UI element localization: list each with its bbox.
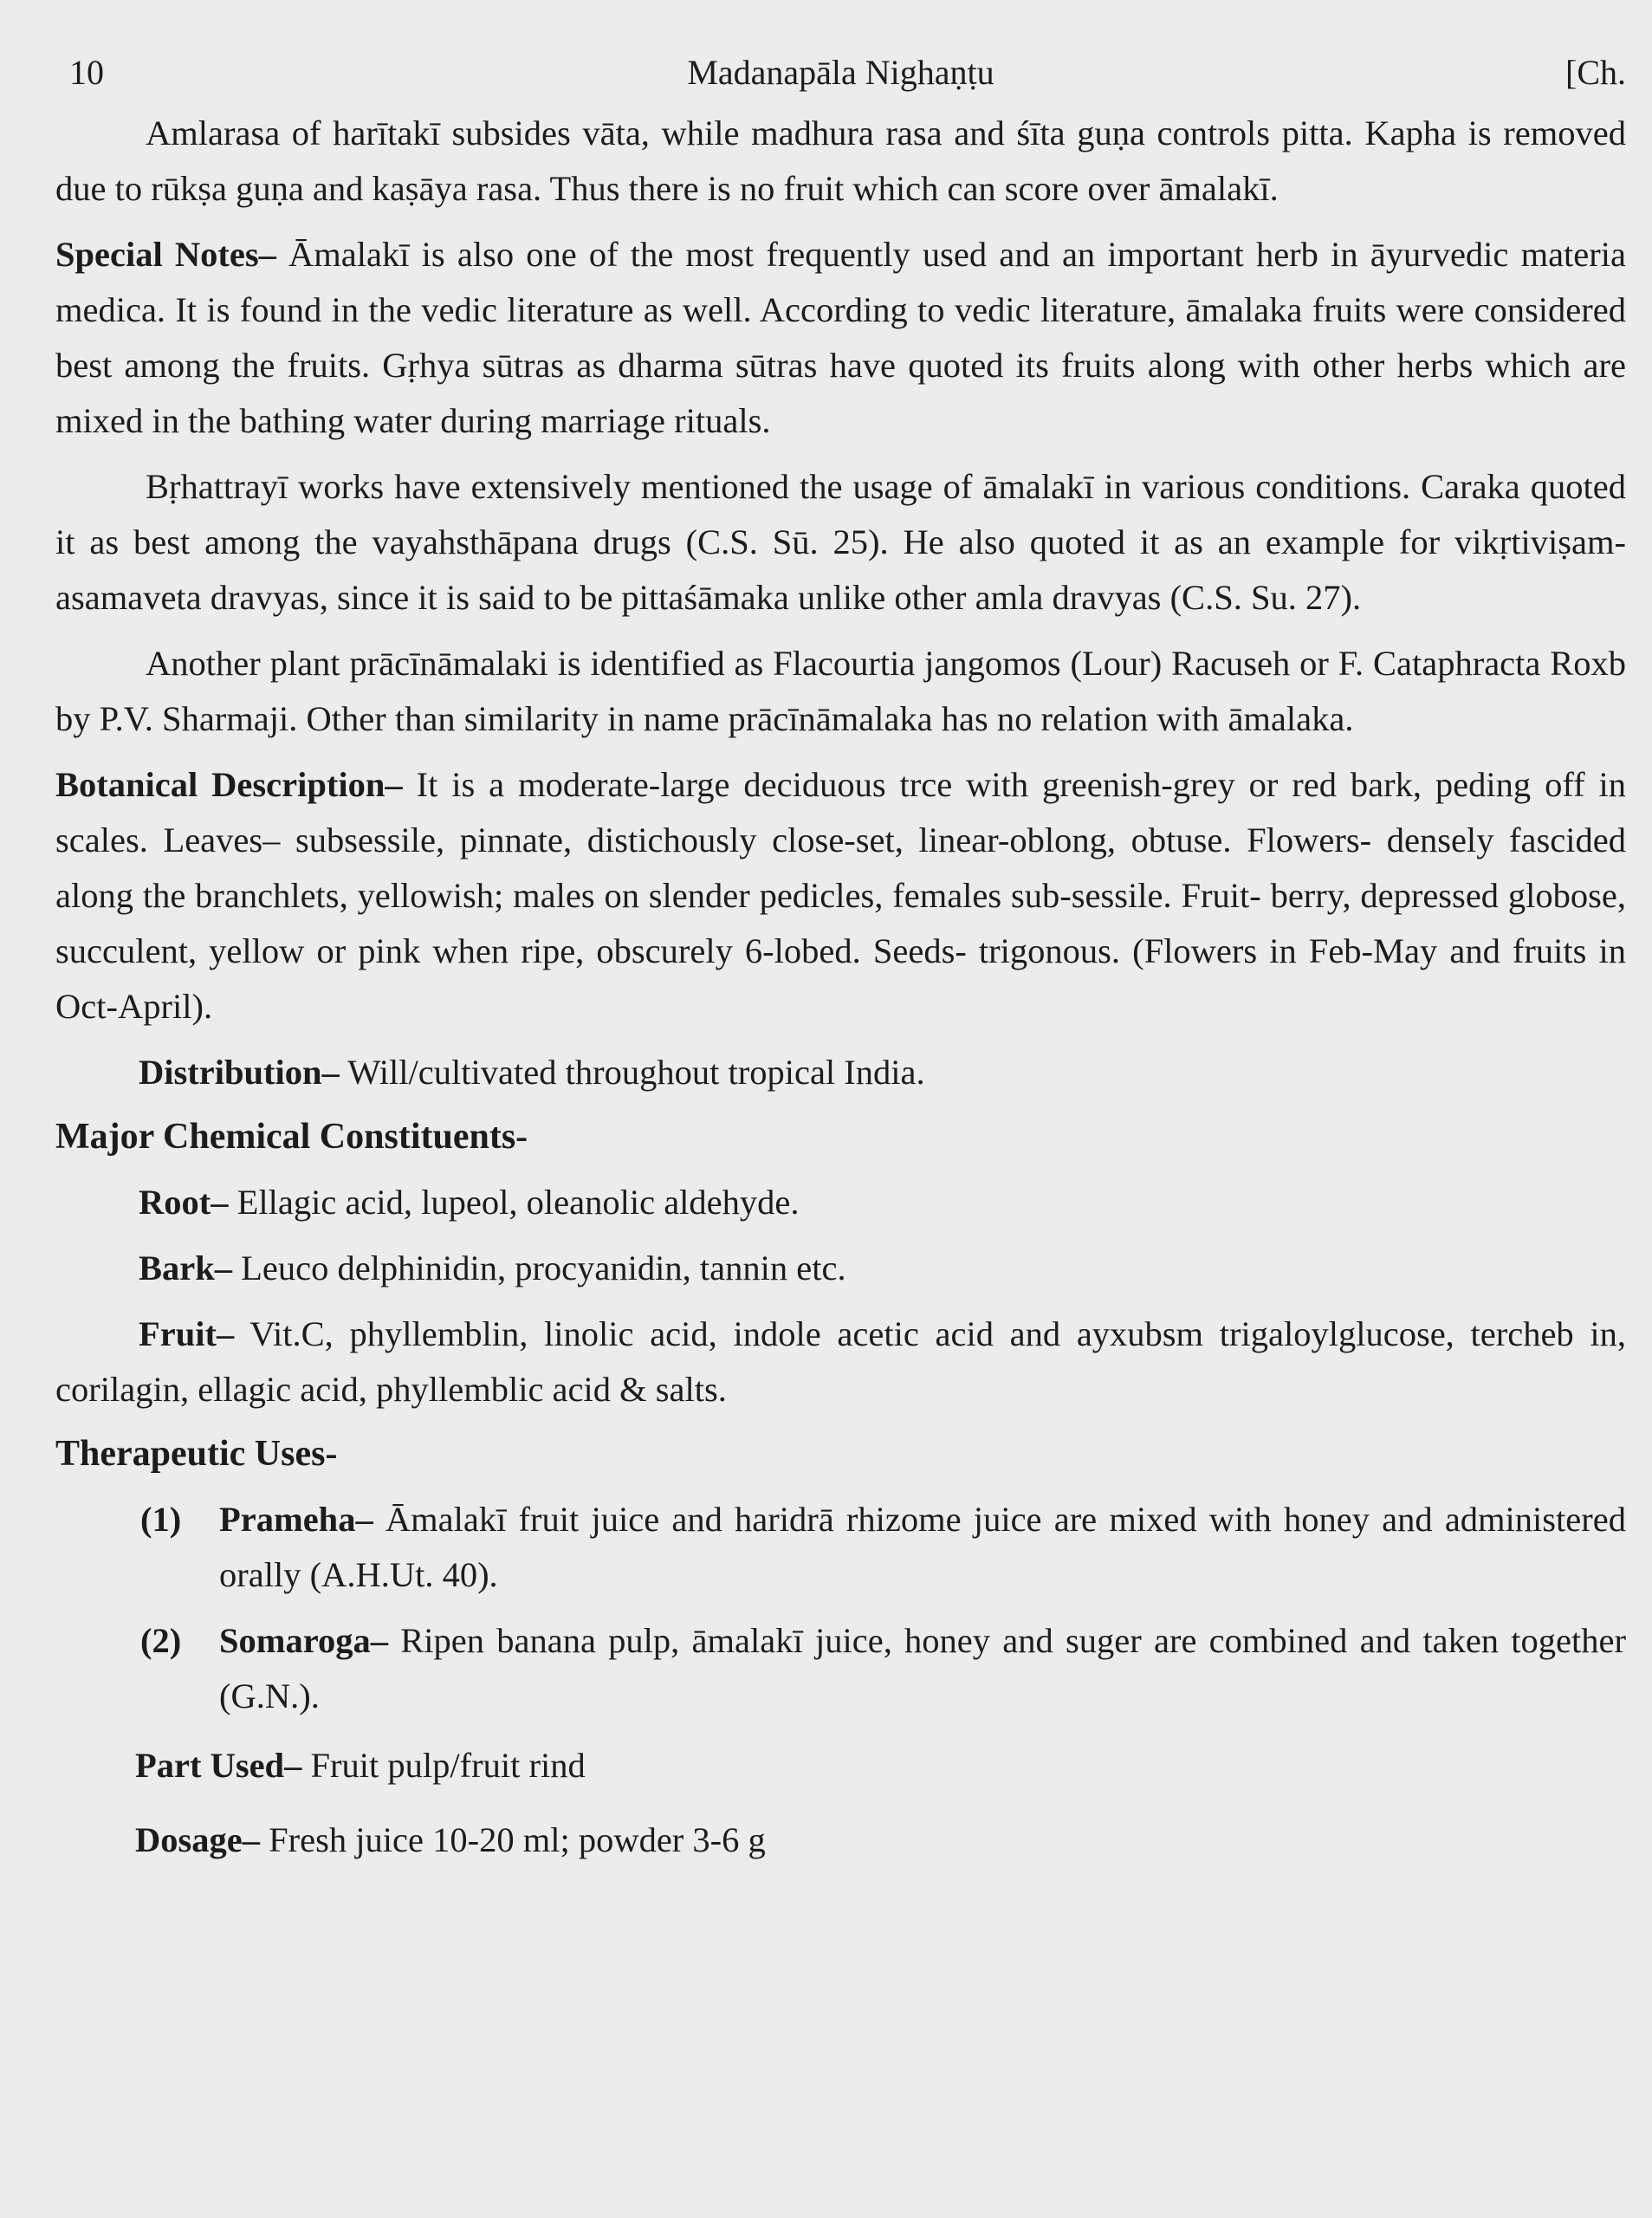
fruit-label: Fruit– xyxy=(139,1314,235,1353)
special-notes-paragraph xyxy=(55,227,1626,449)
distribution-line xyxy=(55,1045,1626,1100)
special-notes-text: Āmalakī is also one of the most frequently used and an important herb in āyurvedic materia medica. It is found in the vedic literature as well. According to vedic literature, āmalaka fruits were considered best among the fruits. Gṛhya sūtras as dharma sūtras have quoted its fruits along with other herbs which are mixed in the bathing water during marriage rituals. xyxy=(55,235,1626,440)
distribution-label: Distribution– xyxy=(139,1053,340,1092)
part-used-label: Part Used– xyxy=(135,1746,302,1785)
part-used-text: Fruit pulp/fruit rind xyxy=(301,1746,586,1785)
special-notes-heading: Special Notes– xyxy=(55,235,276,274)
botanical-description-heading: Botanical Description– xyxy=(55,765,403,804)
list-item-number: (1) xyxy=(140,1500,182,1539)
therapeutic-uses-heading: Therapeutic Uses- xyxy=(55,1434,338,1474)
page-header xyxy=(55,45,1626,106)
intro-paragraph: Amlarasa of harītakī subsides vāta, while madhura rasa and śīta guṇa controls pitta. Kapha is removed due to rūkṣa guṇa and kaṣāya rasa. Thus there is no fruit which can score over āmalakī. xyxy=(55,113,1626,208)
chemical-constituents-heading: Major Chemical Constituents- xyxy=(55,1117,528,1157)
list-item-number: (2) xyxy=(140,1621,182,1660)
prameha-text: Āmalakī fruit juice and haridrā rhizome juice are mixed with honey and administered orally (A.H.Ut. 40). xyxy=(219,1500,1626,1594)
list-item xyxy=(55,1492,1626,1603)
pracinamalaki-paragraph: Another plant prācīnāmalaki is identified as Flacourtia jangomos (Lour) Racuseh or F. Cataphracta Roxb by P.V. Sharmaji. Other than similarity in name prācīnāmalaka has no relation with āmalaka. xyxy=(55,644,1626,738)
root-text: Ellagic acid, lupeol, oleanolic aldehyde. xyxy=(228,1183,800,1222)
root-line xyxy=(55,1175,1626,1230)
somaroga-text: Ripen banana pulp, āmalakī juice, honey and suger are combined and taken together (G.N.). xyxy=(219,1621,1626,1715)
page-number: 10 xyxy=(69,53,104,92)
root-label: Root– xyxy=(139,1183,229,1222)
somaroga-label: Somaroga– xyxy=(219,1621,389,1660)
chapter-mark: [Ch. xyxy=(1565,53,1626,92)
dosage-line xyxy=(55,1813,1626,1868)
dosage-label: Dosage– xyxy=(135,1820,260,1859)
bark-text: Leuco delphinidin, procyanidin, tannin etc. xyxy=(232,1248,846,1287)
page-body xyxy=(55,106,1626,1868)
fruit-line xyxy=(55,1307,1626,1417)
botanical-description-paragraph xyxy=(55,757,1626,1034)
botanical-description-text: It is a moderate-large deciduous trce with greenish-grey or red bark, peding off in scales. Leaves– subsessile, pinnate, distichously close-set, linear-oblong, obtuse. Flowers- densely fascided along the branchlets, yellowish; males on slender pedicles, females sub-sessile. Fruit- berry, depressed globose, succulent, yellow or pink when ripe, obscurely 6-lobed. Seeds- trigonous. (Flowers in Feb-May and fruits in Oct-April). xyxy=(55,765,1626,1026)
list-item xyxy=(55,1613,1626,1724)
distribution-text: Will/cultivated throughout tropical India. xyxy=(339,1053,925,1092)
prameha-label: Prameha– xyxy=(219,1500,373,1539)
running-title: Madanapāla Nighaṇṭu xyxy=(687,53,994,92)
part-used-line xyxy=(55,1738,1626,1793)
therapeutic-uses-list xyxy=(55,1492,1626,1724)
bark-line xyxy=(55,1241,1626,1296)
brhattrayi-paragraph: Bṛhattrayī works have extensively mentioned the usage of āmalakī in various conditions. Caraka quoted it as best among the vayahsthāpana drugs (C.S. Sū. 25). He also quoted it as an example for vikṛtiviṣam-asamaveta dravyas, since it is said to be pittaśāmaka unlike other amla dravyas (C.S. Su. 27). xyxy=(55,467,1626,617)
dosage-text: Fresh juice 10-20 ml; powder 3-6 g xyxy=(260,1820,766,1859)
fruit-text: Vit.C, phyllemblin, linolic acid, indole acetic acid and ayxubsm trigaloylglucose, tercheb in, corilagin, ellagic acid, phyllemblic acid & salts. xyxy=(55,1314,1626,1409)
bark-label: Bark– xyxy=(139,1248,233,1287)
